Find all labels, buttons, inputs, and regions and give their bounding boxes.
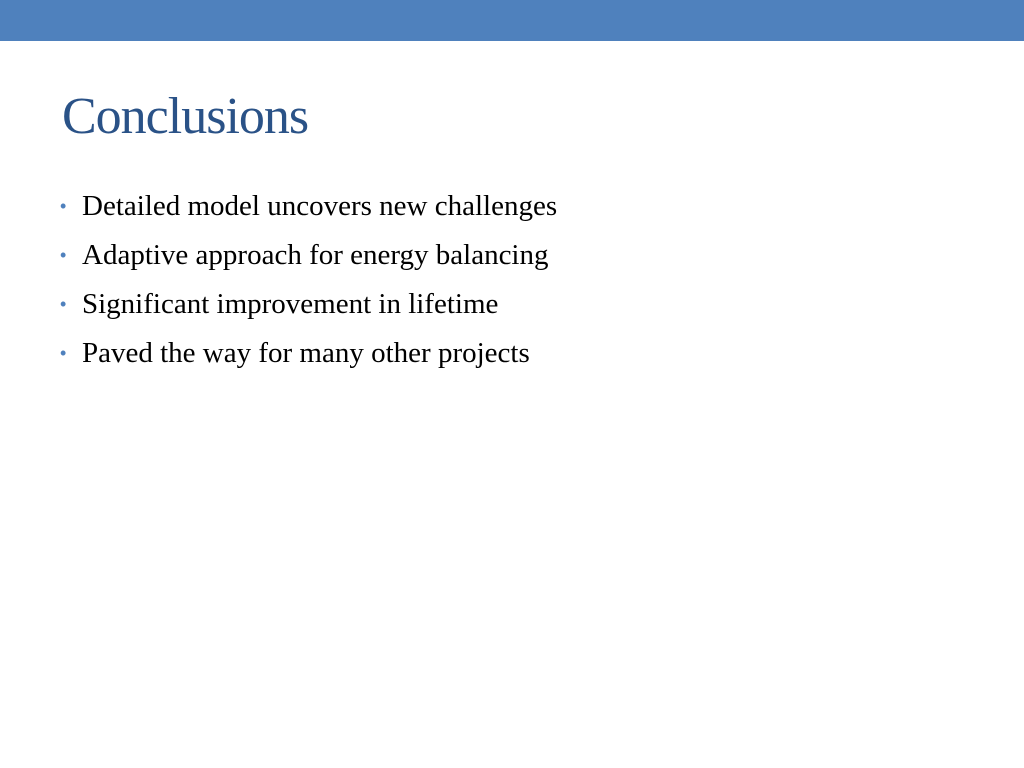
bullet-text: Detailed model uncovers new challenges [82, 190, 558, 222]
header-accent-band [0, 0, 1024, 41]
slide-title: Conclusions [62, 88, 309, 145]
bullet-marker-icon: • [60, 196, 67, 216]
bullet-text: Paved the way for many other projects [82, 337, 530, 369]
bullet-text: Adaptive approach for energy balancing [82, 239, 549, 271]
bullet-item [60, 333, 557, 382]
bullet-list [60, 186, 557, 382]
bullet-item [60, 235, 557, 284]
bullet-item [60, 284, 557, 333]
bullet-text: Significant improvement in lifetime [82, 288, 499, 320]
bullet-item [60, 186, 557, 235]
bullet-marker-icon: • [60, 245, 67, 265]
bullet-marker-icon: • [60, 294, 67, 314]
bullet-marker-icon: • [60, 343, 67, 363]
